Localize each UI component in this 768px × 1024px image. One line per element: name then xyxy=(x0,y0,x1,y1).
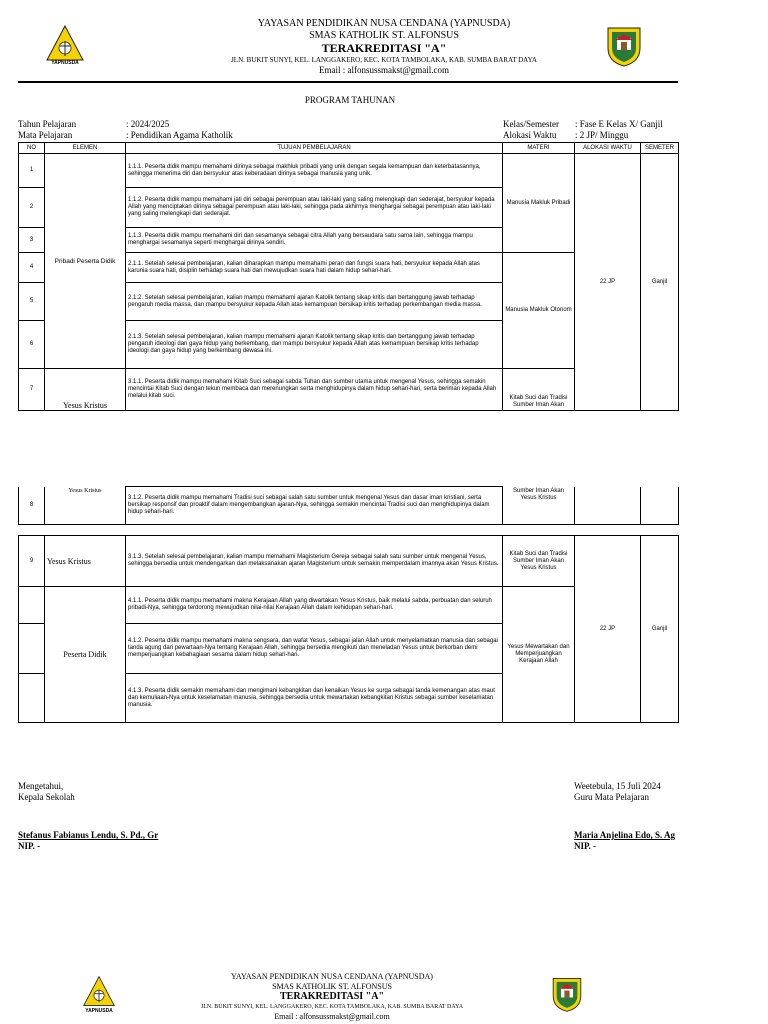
year-value: : 2024/2025 xyxy=(126,119,170,129)
tujuan-cell: 4.1.3. Peserta didik semakin memahami dan mengimani kebangkitan dan kenaikan Yesus ke surga sebagai tanda kemenangan atas maut dan kemuliaan-Nya untuk keselamatan manusia, sehingga bersedia untuk mewartakan kebangkitan Kristus sebagai sumber keselamatan manusia. xyxy=(126,674,503,723)
sig-right-line1: Weetebula, 15 Juli 2024 xyxy=(574,781,661,791)
header-no: NO xyxy=(19,143,45,154)
tujuan-cell: 2.1.3. Setelah selesai pembelajaran, kalian mampu memahami ajaran Katolik tentang sikap kritis dan bertanggung jawab terhadap pengaruh ideologi dan gaya hidup yang berkembang, dan mampu bersyukur kepada Allah atas kemampuan bersikap kritis terhadap ideologi dan gaya hidup yang berkembang dewasa ini. xyxy=(126,321,503,369)
tujuan-cell: 2.1.1. Setelah selesai pembelajaran, kalian diharapkan mampu memahami peran dan fungsi suara hati, bersyukur kepada Allah atas karunia suara hati, disiplin terhadap suara hati dan mewujudkan suara hati dalam hidup sehari-hari. xyxy=(126,253,503,283)
row-no: 2 xyxy=(19,188,45,228)
logo-caption: YAPNUSDA xyxy=(85,1008,113,1014)
program-table-part2 xyxy=(18,486,679,525)
materi-cell: Kitab Suci dan Tradisi Sumber Iman Akan xyxy=(503,369,575,411)
meta-left xyxy=(18,119,76,141)
element-cell: Yesus Kristus xyxy=(45,369,126,411)
year-label: Tahun Pelajaran xyxy=(18,119,77,129)
row-no: 3 xyxy=(19,228,45,253)
header-materi: MATERI xyxy=(503,143,575,154)
row-no: 6 xyxy=(19,321,45,369)
accreditation: TERAKREDITASI "A" xyxy=(321,41,447,55)
materi-cell: Sumber Iman Akan Yesus Kristus xyxy=(503,487,575,525)
page-cut-blank xyxy=(0,412,768,486)
semester-cell xyxy=(641,487,679,525)
header-elemen: ELEMEN xyxy=(45,143,126,154)
class-value: : Fase E Kelas X/ Ganjil xyxy=(575,119,663,129)
tujuan-cell: 3.1.3. Setelah selesai pembelajaran, kalian mampu memahami Magisterium Gereja sebagai salah satu sumber untuk mengenal Yesus, sehingga bersedia untuk mendengarkan dan melaksanakan ajaran Magisterium untuk semakin memperdalam imannya akan Yesus Kristus. xyxy=(126,536,503,587)
row-no xyxy=(19,674,45,723)
element-cell: Pribadi Peserta Didik xyxy=(45,154,126,369)
teacher-name: Maria Anjelina Edo, S. Ag xyxy=(574,830,676,840)
element-cell: Yesus Kristus xyxy=(45,487,126,525)
row-no: 5 xyxy=(19,283,45,321)
tujuan-cell: 4.1.2. Peserta didik mampu memahami makna sengsara, dan wafat Yesus, sebagai jalan Allah untuk menyelamatkan manusia dan sebagai tanda agung dari pewartaan-Nya tentang Kerajaan Allah, sehingga bersedia mengikuti dan meneladan Yesus untuk berkorban demi memperjuangkan kebahagiaan sesama dalam hidup sehari-hari. xyxy=(126,624,503,674)
foundation-name: YAYASAN PENDIDIKAN NUSA CENDANA (YAPNUSDA) xyxy=(231,972,433,981)
teacher-nip: NIP. - xyxy=(574,841,597,851)
signature-right xyxy=(574,781,675,852)
time-value: : 2 JP/ Minggu xyxy=(575,130,629,140)
letterhead-next-page xyxy=(0,972,664,1021)
meta-right xyxy=(503,119,559,141)
materi-cell: Manusia Makluk Pribadi xyxy=(503,154,575,253)
row-no xyxy=(19,587,45,624)
meta-left-values xyxy=(126,119,233,141)
materi-cell: Kitab Suci dan Tradisi Sumber Iman Akan Yesus Kristus xyxy=(503,536,575,587)
sig-left-line2: Kepala Sekolah xyxy=(18,792,75,802)
foundation-name: YAYASAN PENDIDIKAN NUSA CENDANA (YAPNUSDA) xyxy=(257,18,511,29)
time-label: Alokasi Waktu xyxy=(503,130,557,140)
class-label: Kelas/Semester xyxy=(503,119,559,129)
tujuan-cell: 1.1.3. Peserta didik mampu memahami diri dan sesamanya sebagai citra Allah yang bersaudara satu sama lain, sehingga mampu menghargai sesamanya seperti menghargai dirinya sendiri. xyxy=(126,228,503,253)
signature-left xyxy=(18,781,158,852)
row-no: 9 xyxy=(19,536,45,587)
tujuan-cell: 1.1.2. Peserta didik mampu memahami jati diri sebagai perempuan atau laki-laki yang saling melengkapi dan sederajat, bersyukur kepada Allah yang menciptakan dirinya sebagai perempuan atau laki-laki, sehingga pada akhirnya menghargai sebagai perempuan atau laki-laki yang saling melengkapi dan sederajat. xyxy=(126,188,503,228)
row-no: 4 xyxy=(19,253,45,283)
subject-label: Mata Pelajaran xyxy=(18,130,73,140)
program-table-part3 xyxy=(18,535,679,723)
tujuan-cell: 4.1.1. Peserta didik mampu memahami makna Kerajaan Allah yang diwartakan Yesus Kristus, baik melalui sabda, perbuatan dan seluruh pribadi-Nya, sehingga terdorong mewujudkan nilai-nilai Kerajaan Allah dalam kehidupan sehari-hari. xyxy=(126,587,503,624)
meta-right-values xyxy=(575,119,663,141)
header-semester: SEMETER xyxy=(641,143,679,154)
row-no: 8 xyxy=(19,487,45,525)
materi-cell: Yesus Mewartakan dan Memperjuangkan Kerajaan Allah xyxy=(503,587,575,723)
school-address: JLN. BUKIT SUNYI, KEL. LANGGAKERO, KEC. KOTA TAMBOLAKA, KAB. SUMBA BARAT DAYA xyxy=(200,1004,464,1010)
letterhead xyxy=(0,18,768,76)
element-cell: Yesus Kristus xyxy=(45,536,126,587)
row-no: 1 xyxy=(19,154,45,188)
tujuan-cell: 1.1.1. Peserta didik mampu memahami dirinya sebagai makhluk pribadi yang unik dengan segala kemampuan dan keterbatasannya, sehingga menerima diri dan bersyukur atas keberadaan dirinya sebagai manusia yang unik. xyxy=(126,154,503,188)
program-table-part1 xyxy=(18,142,679,411)
school-address: JLN. BUKIT SUNYI, KEL. LANGGAKERO, KEC. KOTA TAMBOLAKA, KAB. SUMBA BARAT DAYA xyxy=(231,56,537,64)
tujuan-cell: 3.1.1. Peserta didik mampu memahami Kitab Suci sebagai sabda Tuhan dan sumber utama untuk mengenal Yesus, sehingga semakin mencintai Kitab Suci dengan tekun membaca dan merenungkan serta menghidupinya dalam hidup sehari-hari, serta beriman kepada Allah melalui kitab suci. xyxy=(126,369,503,411)
header-rule xyxy=(18,81,678,83)
row-no: 7 xyxy=(19,369,45,411)
header-tujuan: TUJUAN PEMBELAJARAN xyxy=(126,143,503,154)
accreditation: TERAKREDITASI "A" xyxy=(280,991,384,1002)
alokasi-cell xyxy=(575,487,641,525)
sig-right-line2: Guru Mata Pelajaran xyxy=(574,792,649,802)
logo-caption: YAPNUSDA xyxy=(51,60,79,66)
school-name: SMAS KATHOLIK ST. ALFONSUS xyxy=(272,982,392,991)
principal-name: Stefanus Fabianus Lendu, S. Pd., Gr xyxy=(18,830,159,840)
semester-cell: Ganjil xyxy=(641,536,679,723)
alokasi-cell: 22 JP xyxy=(575,536,641,723)
element-cell: Peserta Didik xyxy=(45,587,126,723)
semester-cell: Ganjil xyxy=(641,154,679,411)
materi-cell: Manusia Makluk Otonom xyxy=(503,253,575,369)
school-email: Email : alfonsussmakst@gmail.com xyxy=(318,65,450,75)
school-email: Email : alfonsussmakst@gmail.com xyxy=(274,1012,390,1021)
alokasi-cell: 22 JP xyxy=(575,154,641,411)
document-title: PROGRAM TAHUNAN xyxy=(304,95,396,105)
header-alokasi: ALOKASI WAKTU xyxy=(575,143,641,154)
principal-nip: NIP. - xyxy=(18,841,41,851)
tujuan-cell: 2.1.2. Setelah selesai pembelajaran, kalian mampu memahami ajaran Katolik tentang sikap kritis dan bertanggung jawab terhadap pengaruh media massa, dan mampu bersyukur kepada Allah atas kemampuan bersikap kritis terhadap perkembangan media massa. xyxy=(126,283,503,321)
school-name: SMAS KATHOLIK ST. ALFONSUS xyxy=(309,30,459,41)
sig-left-line1: Mengetahui, xyxy=(18,781,64,791)
tujuan-cell: 3.1.2. Peserta didik mampu memahami Tradisi suci sebagai salah satu sumber untuk mengenal Yesus dan dasar iman kristiani, serta bersikap responsif dan proaktif dalam mengembangkan ajaran-Nya, sehingga semakin mencintai Tradisi suci dan menghidupinya dalam hidup sehari-hari. xyxy=(126,487,503,525)
subject-value: : Pendidikan Agama Katholik xyxy=(126,130,233,140)
row-no xyxy=(19,624,45,674)
